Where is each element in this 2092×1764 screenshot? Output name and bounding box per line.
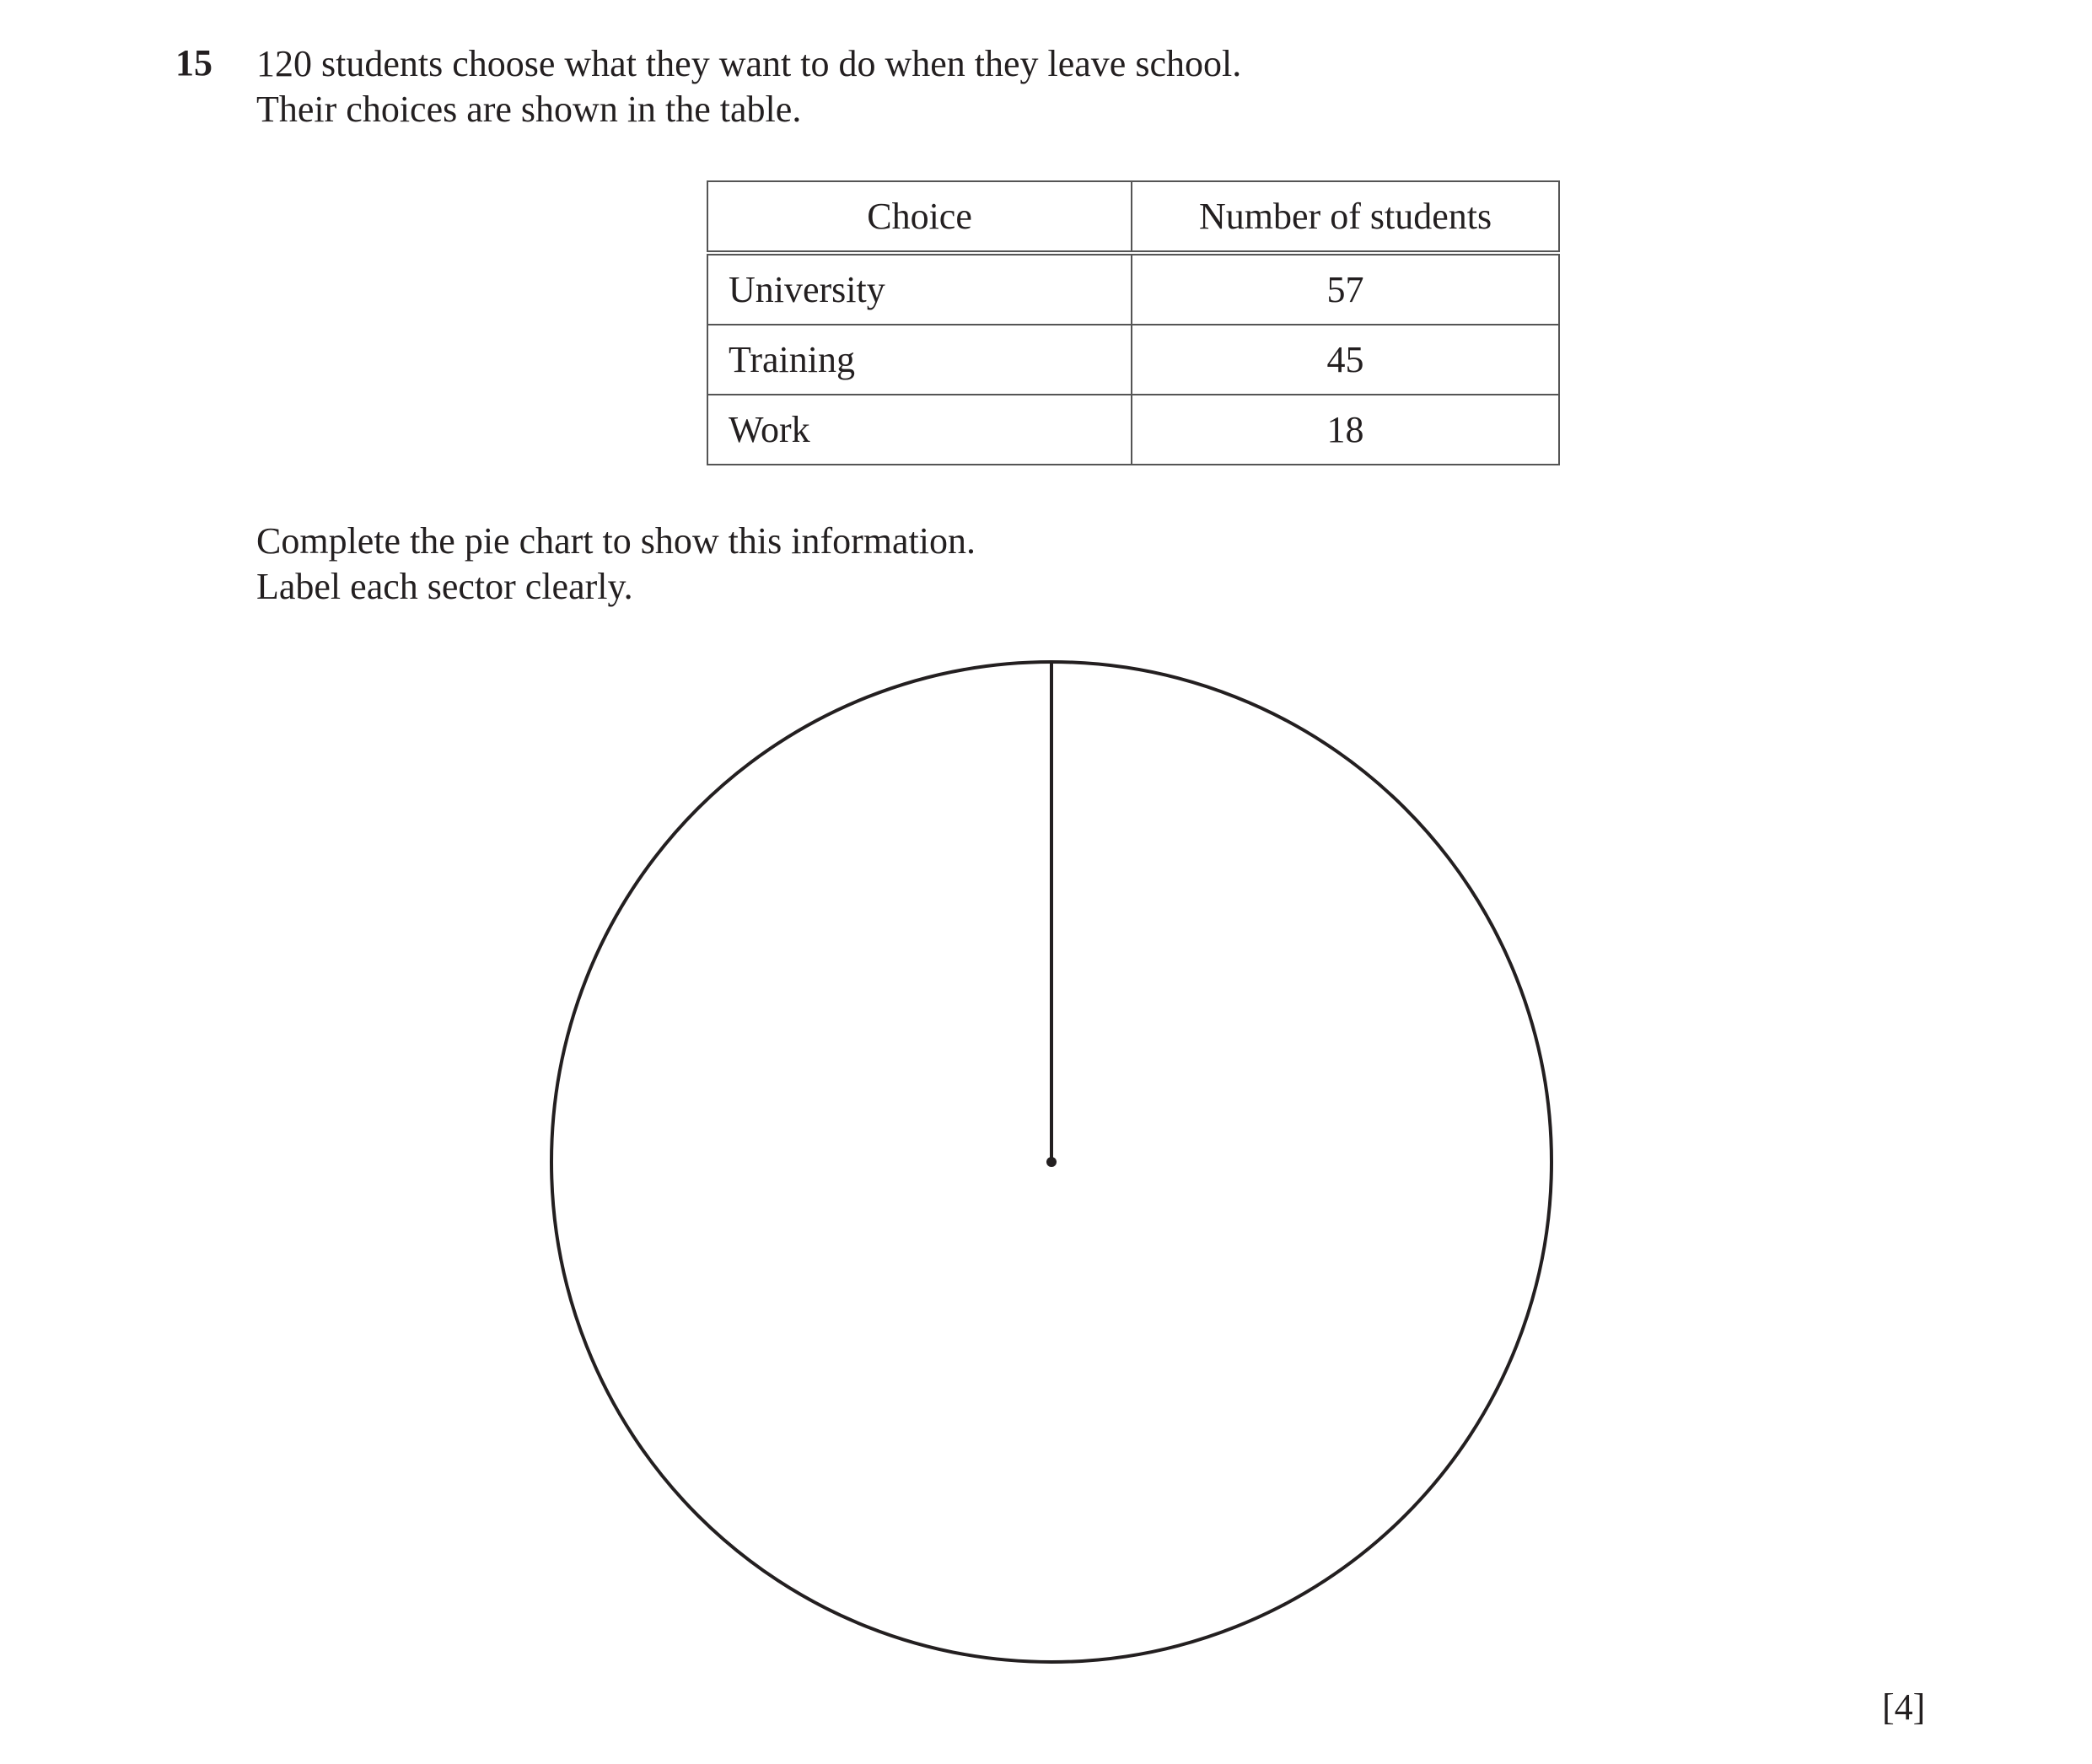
table-cell-choice: University	[707, 253, 1132, 325]
table-cell-count: 57	[1132, 253, 1559, 325]
instruction-line-2: Label each sector clearly.	[256, 566, 633, 607]
table-header-choice: Choice	[707, 181, 1132, 253]
table-cell-count: 18	[1132, 395, 1559, 465]
table-cell-choice: Training	[707, 325, 1132, 395]
question-intro-line-1: 120 students choose what they want to do when they leave school.	[256, 43, 1242, 84]
pie-center-dot	[1046, 1157, 1057, 1167]
table-cell-count: 45	[1132, 325, 1559, 395]
table-cell-choice: Work	[707, 395, 1132, 465]
table-header-number: Number of students	[1132, 181, 1559, 253]
marks-label: [4]	[1882, 1686, 1926, 1728]
question-intro-line-2: Their choices are shown in the table.	[256, 89, 802, 130]
question-number: 15	[175, 42, 212, 83]
instruction-line-1: Complete the pie chart to show this information.	[256, 520, 976, 562]
